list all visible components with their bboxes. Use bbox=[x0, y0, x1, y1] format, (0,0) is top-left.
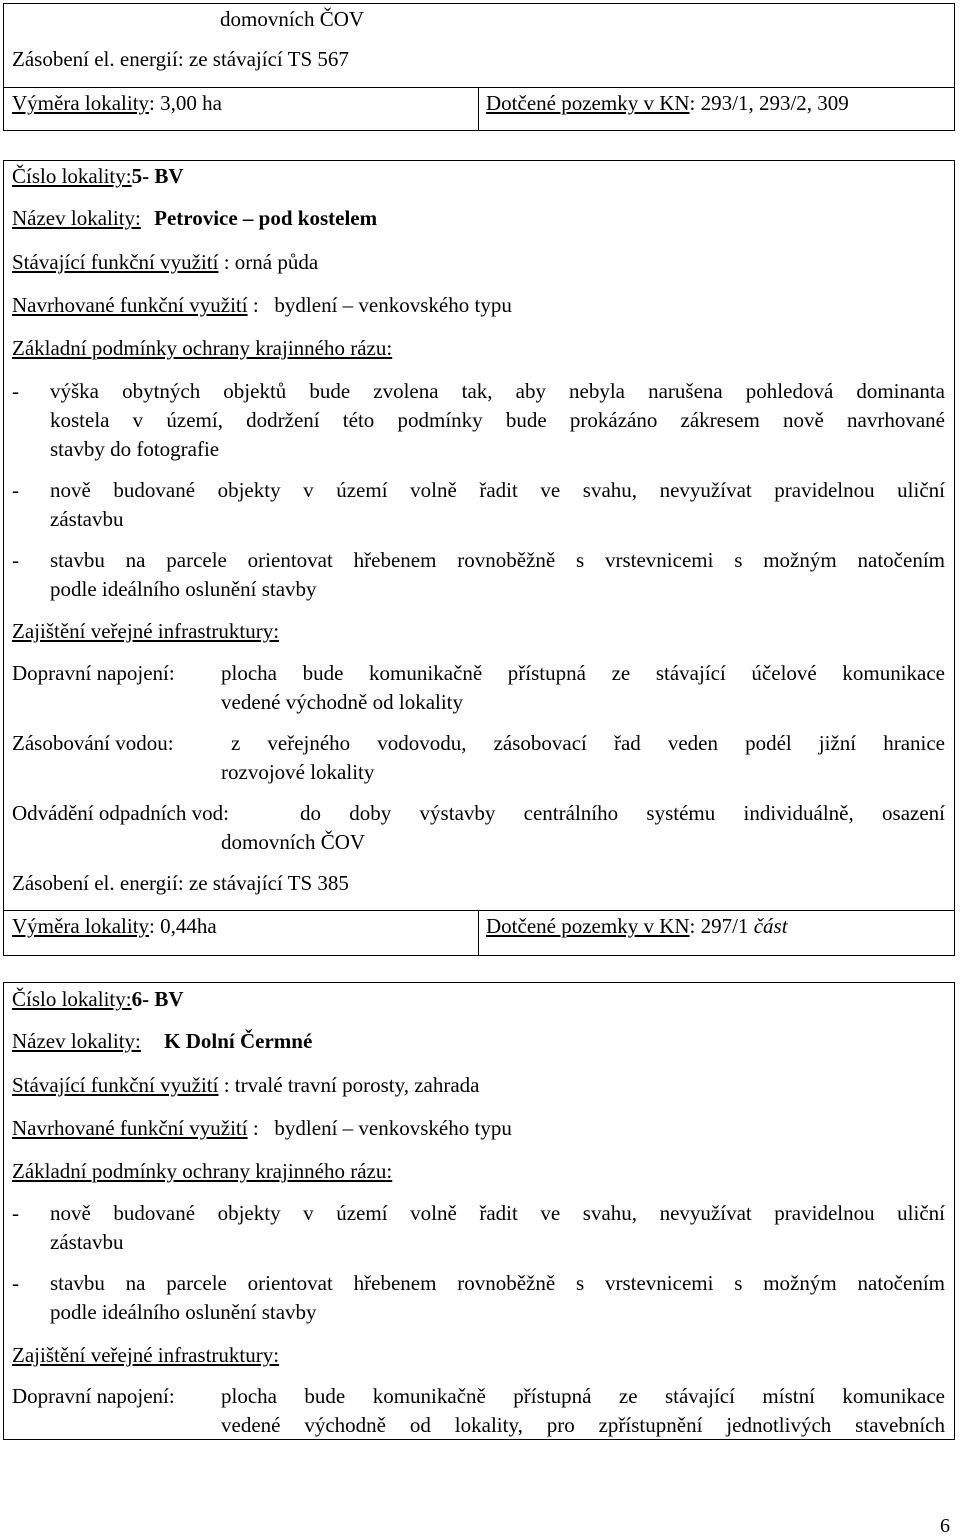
condition-line: zástavbu bbox=[50, 1230, 124, 1254]
sewage-continuation: domovních ČOV bbox=[220, 7, 365, 31]
current-use-value: : trvalé travní porosty, zahrada bbox=[218, 1073, 480, 1097]
sewage-label: Odvádění odpadních vod: bbox=[12, 801, 229, 825]
water-line: z veřejného vodovodu, zásobovací řad veden podél jižní hranice bbox=[231, 731, 945, 755]
number-label: Číslo lokality: bbox=[12, 987, 132, 1011]
current-use-label: Stávající funkční využití bbox=[12, 1073, 219, 1097]
locality5-number bbox=[12, 162, 184, 191]
page-number: 6 bbox=[940, 1515, 950, 1537]
transport-label: Dopravní napojení: bbox=[12, 661, 175, 685]
locality6-name bbox=[12, 1027, 312, 1056]
condition-line: stavbu na parcele orientovat hřebenem rovnoběžně s vrstevnicemi s možným natočením bbox=[50, 1271, 945, 1295]
condition-line: zástavbu bbox=[50, 507, 124, 531]
power-label: Zásobení el. energií bbox=[12, 871, 178, 895]
current-use-value: : orná půda bbox=[218, 250, 319, 274]
proposed-use-label: Navrhované funkční využití bbox=[12, 293, 248, 317]
number-value: 5- BV bbox=[131, 164, 184, 188]
condition-line: nově budované objekty v území volně řadit ve svahu, nevyužívat pravidelnou uliční bbox=[50, 1201, 945, 1225]
area-value: : 3,00 ha bbox=[149, 91, 222, 115]
power-value: : ze stávající TS 385 bbox=[177, 871, 349, 895]
parcels-suffix: část bbox=[753, 914, 788, 938]
locality5-proposed-use bbox=[12, 291, 512, 320]
locality5-area-divider bbox=[478, 910, 479, 956]
locality4-divider bbox=[3, 87, 955, 88]
locality5-area bbox=[12, 912, 217, 941]
proposed-use-label: Navrhované funkční využití bbox=[12, 1116, 248, 1140]
parcels-row bbox=[486, 89, 849, 118]
water-label: Zásobování vodou: bbox=[12, 731, 174, 755]
condition-line: stavbu na parcele orientovat hřebenem rovnoběžně s vrstevnicemi s možným natočením bbox=[50, 548, 945, 572]
locality6-number bbox=[12, 985, 184, 1014]
locality5-power bbox=[12, 869, 349, 898]
bullet-dash: - bbox=[12, 379, 19, 403]
condition-line: podle ideálního oslunění stavby bbox=[50, 1300, 317, 1324]
name-label: Název lokality: bbox=[12, 1029, 141, 1053]
power-row bbox=[12, 45, 349, 74]
condition-line: nově budované objekty v území volně řadit ve svahu, nevyužívat pravidelnou uliční bbox=[50, 478, 945, 502]
water-line: rozvojové lokality bbox=[221, 760, 375, 784]
name-value: Petrovice – pod kostelem bbox=[154, 206, 378, 230]
area-label: Výměra lokality bbox=[12, 914, 150, 938]
area-row bbox=[12, 89, 222, 118]
proposed-use-value: : bydlení – venkovského typu bbox=[247, 293, 512, 317]
parcels-value: : 297/1 bbox=[689, 914, 754, 938]
proposed-use-value: : bydlení – venkovského typu bbox=[247, 1116, 512, 1140]
power-label: Zásobení el. energií bbox=[12, 47, 178, 71]
sewage-line: do doby výstavby centrálního systému individuálně, osazení bbox=[300, 801, 945, 825]
transport-line: vedené východně od lokality, pro zpřístupnění jednotlivých stavebních bbox=[221, 1413, 945, 1437]
number-value: 6- BV bbox=[131, 987, 184, 1011]
bullet-dash: - bbox=[12, 478, 19, 502]
current-use-label: Stávající funkční využití bbox=[12, 250, 219, 274]
locality5-current-use bbox=[12, 248, 318, 277]
bullet-dash: - bbox=[12, 1271, 19, 1295]
power-value: : ze stávající TS 567 bbox=[177, 47, 349, 71]
parcels-value: : 293/1, 293/2, 309 bbox=[689, 91, 849, 115]
bullet-dash: - bbox=[12, 1201, 19, 1225]
locality5-parcels bbox=[486, 912, 788, 941]
area-value: : 0,44ha bbox=[149, 914, 217, 938]
condition-line: podle ideálního oslunění stavby bbox=[50, 577, 317, 601]
number-label: Číslo lokality: bbox=[12, 164, 132, 188]
area-label: Výměra lokality bbox=[12, 91, 150, 115]
condition-line: stavby do fotografie bbox=[50, 437, 220, 461]
condition-line: výška obytných objektů bude zvolena tak, aby nebyla narušena pohledová dominanta bbox=[50, 379, 945, 403]
parcels-label: Dotčené pozemky v KN bbox=[486, 91, 690, 115]
transport-line: plocha bude komunikačně přístupná ze stávající účelové komunikace bbox=[221, 661, 945, 685]
sewage-line: domovních ČOV bbox=[221, 830, 366, 854]
locality4-area-divider bbox=[478, 87, 479, 131]
name-value: K Dolní Čermné bbox=[164, 1029, 313, 1053]
parcels-label: Dotčené pozemky v KN bbox=[486, 914, 690, 938]
condition-line: kostela v území, dodržení této podmínky bude prokázáno zákresem nově navrhované bbox=[50, 408, 945, 432]
locality5-name bbox=[12, 204, 377, 233]
locality5-divider bbox=[3, 910, 955, 911]
locality6-proposed-use bbox=[12, 1114, 512, 1143]
locality6-current-use bbox=[12, 1071, 480, 1100]
transport-line: plocha bude komunikačně přístupná ze stávající místní komunikace bbox=[221, 1384, 945, 1408]
locality5-conditions-label: Základní podmínky ochrany krajinného rázu: bbox=[12, 336, 393, 360]
transport-line: vedené východně od lokality bbox=[221, 690, 464, 714]
bullet-dash: - bbox=[12, 548, 19, 572]
locality5-infra-label: Zajištění veřejné infrastruktury: bbox=[12, 619, 280, 643]
locality6-infra-label: Zajištění veřejné infrastruktury: bbox=[12, 1343, 280, 1367]
transport-label: Dopravní napojení: bbox=[12, 1384, 175, 1408]
name-label: Název lokality: bbox=[12, 206, 141, 230]
locality6-conditions-label: Základní podmínky ochrany krajinného rázu: bbox=[12, 1159, 393, 1183]
